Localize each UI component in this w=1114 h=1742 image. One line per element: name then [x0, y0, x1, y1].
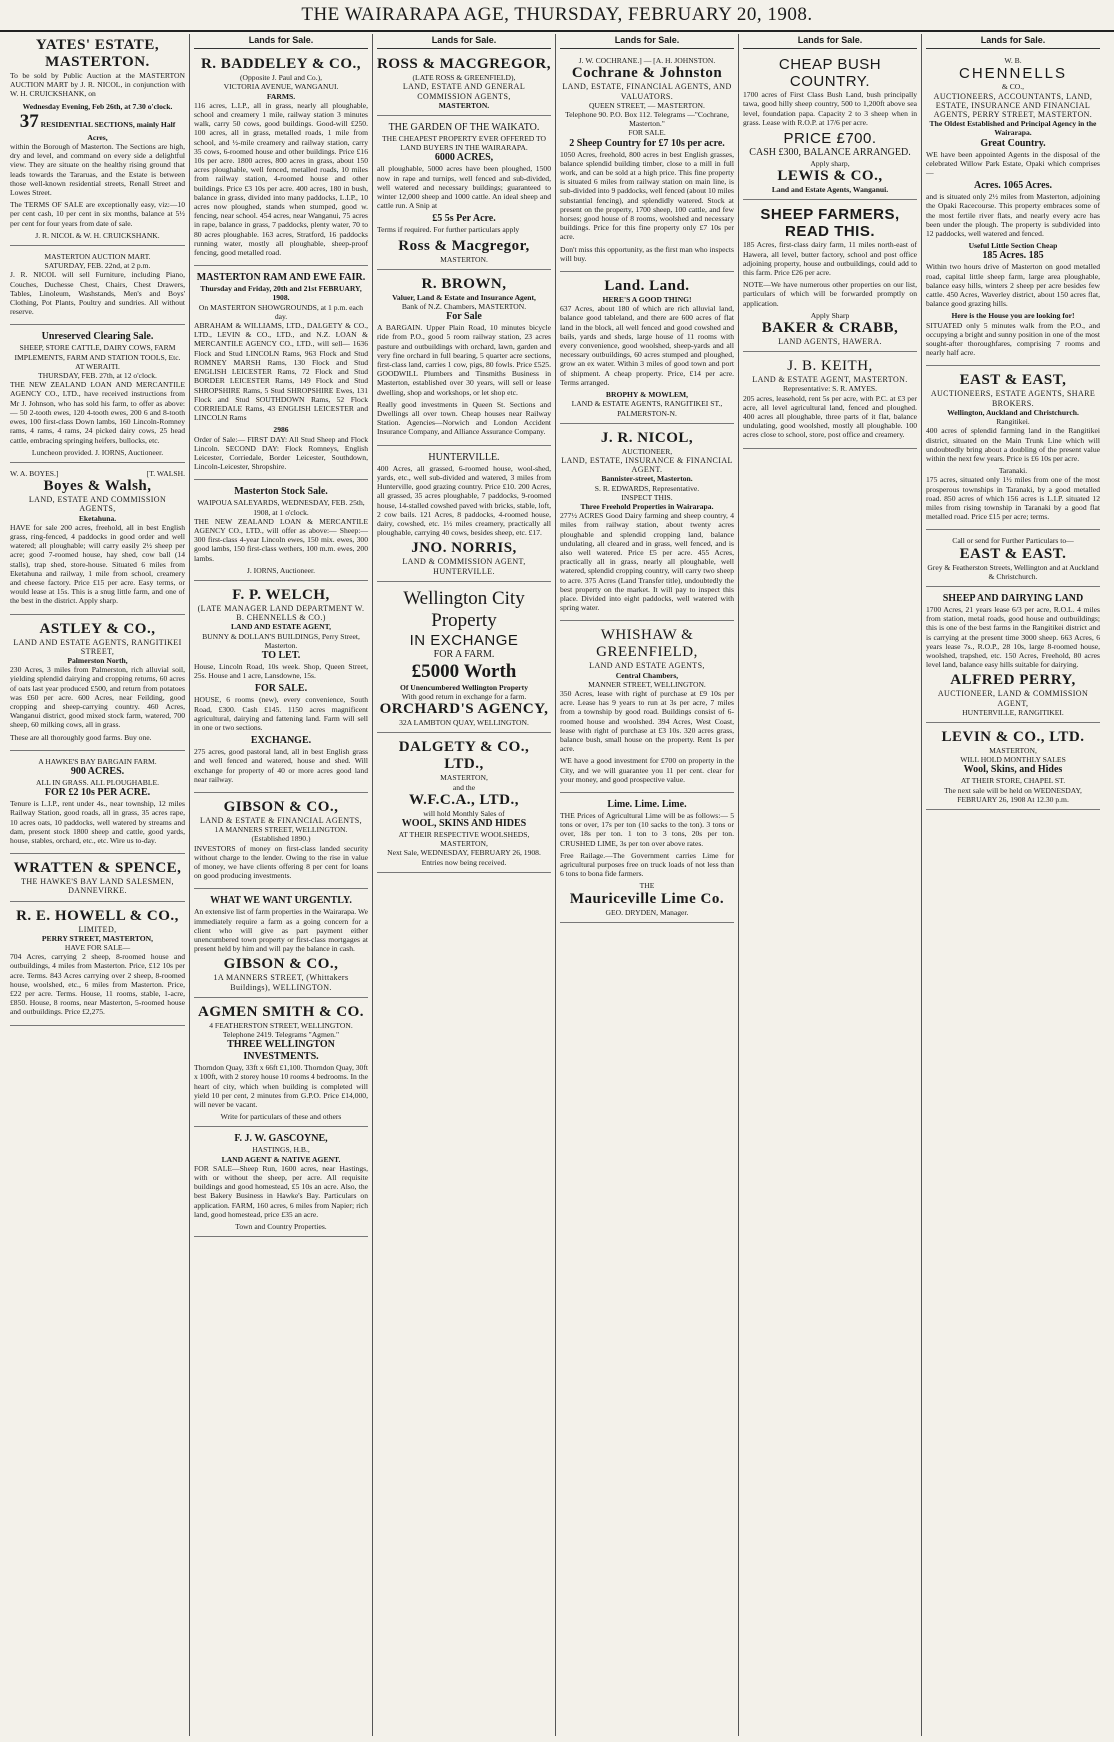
wg-sub: LAND AND ESTATE AGENTS,: [589, 661, 705, 671]
astley-close: These are all thoroughly good farms. Buy one.: [10, 732, 152, 742]
coch-tel: Telephone 90. P.O. Box 112. Telegrams —"Cochrane, Masterton.": [565, 110, 729, 129]
ee2-title: EAST & EAST.: [959, 545, 1067, 562]
bc-title: BAKER & CRABB,: [761, 320, 899, 337]
wbc-co: & CO.,: [1001, 82, 1025, 92]
nicol-sub: LAND, ESTATE, INSURANCE & FINANCIAL AGENT.: [561, 455, 733, 475]
wc-farm: FOR A FARM.: [433, 648, 495, 660]
wbc-title: CHENNELLS: [958, 65, 1068, 83]
norris-title: JNO. NORRIS,: [411, 540, 517, 557]
clearing-title: Unreserved Clearing Sale.: [41, 331, 154, 343]
howell-sub: LIMITED,: [78, 924, 117, 934]
agmen-title: AGMEN SMITH & CO.: [198, 1003, 364, 1020]
wc-sub: Of Unencumbered Wellington Property: [399, 682, 529, 692]
clearing-items: SHEEP, STORE CATTLE, DAIRY COWS, FARM IMPLEMENTS, FARM AND STATION TOOLS, Etc.: [14, 343, 181, 362]
wg-invest: WE have a good investment for £700 on property in the City, and we will guarantee you 11 per cent. clear for your money, and good prospective value.: [560, 756, 734, 784]
mr-title: MASTERTON RAM AND EWE FAIR.: [196, 272, 366, 284]
perry-title: ALFRED PERRY,: [950, 672, 1076, 689]
ad-hawkes-bay: [10, 754, 185, 854]
mr-order: Order of Sale:— FIRST DAY: All Stud Sheep and Flock Lincoln. SECOND DAY: Flock Romneys, English Leicester, Corriedale, Border Leicester, Southdown, Lincoln-Leicester, Shropshire.: [194, 434, 368, 472]
yates-body: within the Borough of Masterton. The Sections are high, dry and level, and command on every side a delightful view. They are situate on the healthy rising ground that leads towards the Tararuas, and the Estate is between those well-known residential streets, Renall Street and Lowes Street.: [10, 142, 185, 198]
agmen-close: Write for particulars of these and others: [220, 1112, 342, 1122]
ad-yates-estate: [10, 34, 185, 246]
brown-sub: Valuer, Land & Estate and Insurance Agent,: [392, 292, 536, 302]
mss-body: THE NEW ZEALAND LOAN & MERCANTILE AGENCY CO., LTD., will offer as above:— Sheep:— 300 first-class 4-year Lincoln ewes, 150 mix. ewes, 300 good lambs, 150 first-class wethers, 100 m.m. ewes, 200 lambs.: [194, 516, 368, 563]
coch-agents: J. W. COCHRANE.] — [A. H. JOHNSTON.: [578, 56, 716, 66]
welch-title: F. P. WELCH,: [232, 586, 330, 603]
nicol-inspect: INSPECT THIS.: [621, 492, 673, 502]
hb-sub: ALL IN GRASS. ALL PLOUGHABLE.: [35, 777, 160, 787]
wc-body: With good return in exchange for a farm.: [401, 691, 527, 701]
sd-title: SHEEP AND DAIRYING LAND: [942, 592, 1084, 604]
welch-let-body: House, Lincoln Road, 10s week. Shop, Queen Street, 25s. House and 1 acre, Lansdowne, 15s.: [194, 661, 368, 681]
brown-close: Really good investments in Queen St. Sections and Dwellings all over town. Cheap houses near Railway Station. Agencies—Norwich and London Accident Insurance Company, and Alliance Assurance Company.: [377, 399, 551, 437]
ee-rang: Rangitikei.: [996, 417, 1030, 427]
land-body: 637 Acres, about 180 of which are rich alluvial land, balance good tableland, and there are 600 acres of flat land in the block, all well fenced and good cowshed and bails, yards and sheds, large house of 11 rooms with every convenience, good woolshed, sheep-yards and all necessary outbuildings, 60 acres stumped and ploughed, grow an ex water. Within 3 miles of good town and port of shipment. A cheap property. Price, £14 per acre. Terms arranged.: [560, 304, 734, 387]
waikato-body: all ploughable, 5000 acres have been ploughed, 1500 now in rape and turnips, well fenced and sub-divided, well watered and necessary buildings; guaranteed to winter 12,000 sheep and 1000 cattle. An ideal sheep and cattle run. A Snip at: [377, 164, 551, 211]
nicol-place: Bannister-street, Masterton.: [601, 474, 693, 484]
howell-hdr: HAVE FOR SALE—: [64, 943, 131, 953]
hunter-title: HUNTERVILLE.: [428, 451, 500, 463]
wc-worth: £5000 Worth: [411, 660, 517, 682]
column-2: [189, 34, 372, 1736]
welch-exch: EXCHANGE.: [250, 735, 312, 747]
wbc-init: W. B.: [1004, 56, 1022, 66]
bc-apply: Apply Sharp: [810, 310, 850, 320]
orch-title: ORCHARD'S AGENCY,: [379, 701, 549, 718]
wc-title: Wellington City Property: [403, 587, 525, 631]
ross-title: ROSS & MACGREGOR,: [377, 56, 551, 73]
sf-body: 185 Acres, first-class dairy farm, 11 miles north-east of Hawera, all level, butter factory, school and post office adjoining property, house and outbuildings, could add to this farm. Price £26 per acre.: [743, 240, 917, 278]
levin-place: MASTERTON,: [989, 745, 1037, 755]
mart-title: MASTERTON AUCTION MART.: [44, 252, 151, 262]
waikato-lead: THE CHEAPEST PROPERTY EVER OFFERED TO LAND BUYERS IN THE WAIRARAPA.: [381, 134, 547, 153]
land-sub: HERE'S A GOOD THING!: [602, 295, 692, 305]
lime-the: THE: [639, 881, 655, 891]
welch-let: TO LET.: [261, 649, 301, 661]
brophy-title: BROPHY & MOWLEM,: [605, 390, 689, 400]
wg-place: Central Chambers,: [615, 670, 679, 680]
levin-title: LEVIN & CO., LTD.: [941, 728, 1085, 745]
wg-title: WHISHAW & GREENFIELD,: [596, 627, 698, 661]
cb-agents: Land and Estate Agents, Wanganui.: [771, 185, 889, 195]
ad-brown: [377, 273, 551, 446]
ad-agmen: [194, 1001, 368, 1128]
mart-body: J. R. NICOL will sell Furniture, including Piano, Couches, Duchesse Chest, Chairs, Chest Drawers, Tables, Linoleum, Washstands, Men's and Boys' Clothing, Pot Plants, Poultry and sundries. All without reserve.: [10, 270, 185, 317]
yates-date: Wednesday Evening, Feb 26th, at 7.30 o'clock.: [22, 101, 173, 111]
gasc-title: F. J. W. GASCOYNE,: [234, 1133, 328, 1145]
yates-sig: J. R. NICOL & W. H. CRUICKSHANK.: [35, 230, 160, 240]
clearing-body: THE NEW ZEALAND LOAN AND MERCANTILE AGENCY CO., LTD., have received instructions from Mr J. Johnson, who has sold his farm, to offer as above:— 50 2-tooth ewes, 120 4-tooth ewes, 200 6 and 8-tooth ewes, 100 first-class Down lambs, 160 Lincoln-Romney rams, 4 rams, 4 rams, 24 picked dairy cows, 25 head cattle, embracing springing heifers, bullocks, etc.: [10, 380, 185, 445]
astley-place: Palmerston North,: [67, 655, 128, 665]
ad-east-east: [926, 369, 1100, 530]
yates-lots: RESIDENTIAL SECTIONS, mainly Half Acres,: [40, 119, 176, 142]
levin-sub: WILL HOLD MONTHLY SALES: [960, 755, 1066, 765]
ad-ram-fair: [194, 269, 368, 480]
column-header: Lands for Sale.: [377, 34, 551, 49]
brown-body: A BARGAIN. Upper Plain Road, 10 minutes bicycle ride from P.O., good 5 room railway station, 23 acres pasture and outbuildings with orchard, lawn, garden and very fine orchard in full bearing, 5 quarter acre sections, first-class land, carries 1 cow, pigs, 80 fowls. Price £525. GOODWILL Plumbers and Tinsmiths Business in Masterton, established over 30 years, will sell or lease dwelling, shop and workshops, or let shop etc.: [377, 323, 551, 397]
gasc-sub: HASTINGS, H.B.,: [252, 1145, 310, 1155]
orch-sub: 32A LAMBTON QUAY, WELLINGTON.: [399, 718, 529, 728]
cb-title: CHEAP BUSH COUNTRY.: [778, 56, 882, 91]
want-body: An extensive list of farm properties in the Wairarapa. We immediately require a farm as a going concern for a client who will give as part payment either unencumbered town property or first-class mortgages at present held by him and will pay the balance in cash.: [194, 907, 368, 954]
waikato-acres: 6000 ACRES,: [434, 152, 494, 164]
mss-title: Masterton Stock Sale.: [234, 486, 328, 498]
ad-keith: [743, 355, 917, 448]
coch-sub: LAND, ESTATE, FINANCIAL AGENTS, AND VALUATORS.: [562, 82, 732, 101]
wratten-title: WRATTEN & SPENCE,: [13, 860, 182, 877]
gibson-sub: LAND & ESTATE & FINANCIAL AGENTS,: [199, 816, 363, 825]
ross2-title: Ross & Macgregor,: [398, 237, 530, 254]
nicol-hdr: Three Freehold Properties in Wairarapa.: [580, 501, 714, 511]
sf-note: NOTE—We have numerous other properties on our list, particulars of which will be forwarded promptly on application.: [743, 280, 917, 308]
levin-store: AT THEIR STORE, CHAPEL ST.: [960, 776, 1066, 786]
bc-sub: LAND AGENTS, HAWERA.: [778, 337, 882, 347]
ee2-call: Call or send for Further Particulars to—: [952, 536, 1074, 546]
ad-chennells: [926, 53, 1100, 366]
wratten-sub: THE HAWKE'S BAY LAND SALESMEN, DANNEVIRKE.: [21, 877, 174, 896]
ross-sub: (LATE ROSS & GREENFIELD),: [412, 73, 516, 83]
ad-stock-sale: [194, 483, 368, 581]
hb-acres: 900 ACRES.: [70, 765, 125, 777]
column-1: [6, 34, 189, 1736]
columns: [6, 34, 1108, 1736]
lime-rail: Free Railage.—The Government carries Lime for agricultural purposes free on truck loads of not less than 6 tons to bona fide farmers.: [560, 850, 734, 879]
wfca-date: Next Sale, WEDNESDAY, FEBRUARY 26, 1908. Entries now being received.: [387, 848, 541, 867]
ad-cochrane: [560, 53, 734, 272]
baddeley-sub: (Opposite J. Paul and Co.),: [239, 73, 323, 83]
welch-role: LAND AND ESTATE AGENT,: [230, 622, 331, 632]
waikato-terms: Terms if required. For further particulars apply: [377, 225, 520, 235]
gibson2-sub: 1A MANNERS STREET, (Whittakers Buildings), WELLINGTON.: [213, 973, 349, 992]
wbc-useful: Useful Little Section Cheap: [968, 241, 1058, 251]
column-header: Lands for Sale.: [926, 34, 1100, 49]
boyes-right: [T. WALSH.: [146, 468, 185, 478]
dalg-and: and the: [452, 782, 476, 792]
ad-welch: [194, 584, 368, 793]
ee-place: Wellington, Auckland and Christchurch.: [947, 407, 1079, 417]
wbc-house: Here is the House you are looking for!: [951, 311, 1075, 321]
ee-body2: 175 acres, situated only 1½ miles from one of the most prosperous townships in Taranaki, by a good metalled road. 850 acres of which 156 acres is L.I.P. situated 12 miles from rising township in Taranaki by a good flat metalled road. Price £15 per acre; terms.: [926, 475, 1100, 522]
ad-sheep-dairy: [926, 590, 1100, 723]
dalg-title: DALGETY & CO., LTD.,: [398, 739, 530, 773]
jbk-title: J. B. KEITH,: [787, 358, 873, 375]
boyes-title: Boyes & Walsh,: [43, 478, 152, 495]
clearing-date: THURSDAY, FEB. 27th, at 12 o'clock.: [38, 371, 157, 381]
column-4: [555, 34, 738, 1736]
coch-close: Don't miss this opportunity, as the first man who inspects will buy.: [560, 244, 734, 263]
boyes-body: HAVE for sale 200 acres, freehold, all in best English grass, ring-fenced, 4 paddocks in good order and well watered; all ploughable; will carry easily 2½ sheep per acre; good 7-roomed house, hay shed, cow ball (14 stalls), trap shed, store-house. Situated 6 miles from Eketahuna and railway, 1 mile from school, creamery and cheese factory. Price £15 per acre. Easy terms, or would lease at 15s. This is a snug little farm, and one of the best in the district. Apply sharp.: [10, 522, 185, 606]
coch-forsale: FOR SALE.: [628, 128, 666, 138]
lime-sig: GEO. DRYDEN, Manager.: [605, 907, 689, 917]
hb-price: FOR £2 10s PER ACRE.: [44, 787, 151, 799]
column-6: [921, 34, 1104, 1736]
ad-land-land: [560, 275, 734, 424]
norris-sub: LAND & COMMISSION AGENT, HUNTERVILLE.: [402, 557, 526, 576]
howell-place: PERRY STREET, MASTERTON,: [41, 933, 154, 943]
wbc-body4: SITUATED only 5 minutes walk from the P.O., and occupying a bright and sunny position in one of the most sought-after thoroughfares, comprising 7 rooms and nearly half acre.: [926, 320, 1100, 358]
ad-ross: [377, 53, 551, 116]
mr-date: Thursday and Friday, 20th and 21st FEBRUARY, 1908.: [200, 284, 362, 303]
ee-body: 400 acres of splendid farming land in the Rangitikei district, situated on the Main Trunk Line which will undoubtedly bring about a doubling of the present value within the next few years. Price is £6 10s per acre.: [926, 426, 1100, 463]
astley-title: ASTLEY & CO.,: [39, 620, 156, 637]
waikato-title: THE GARDEN OF THE WAIKATO.: [388, 122, 540, 134]
coch-place: QUEEN STREET, — MASTERTON.: [589, 100, 705, 110]
ad-howell: [10, 905, 185, 1026]
cb-apply: Apply sharp,: [810, 159, 850, 169]
boyes-place: Eketahuna.: [78, 513, 117, 523]
ad-east-east-2: [926, 533, 1100, 587]
ad-want: [194, 892, 368, 997]
yates-title: YATES' ESTATE, MASTERTON.: [35, 37, 160, 70]
jbk-rep: Representative: S. R. AMYES.: [782, 384, 878, 394]
hb-title: A HAWKE'S BAY BARGAIN FARM.: [38, 756, 157, 766]
wbc-est: The Oldest Established and Principal Agency in the Wairarapa.: [929, 119, 1097, 138]
welch-sub: (LATE MANAGER LAND DEPARTMENT W. B. CHENNELLS & CO.): [197, 603, 365, 623]
waikato-price: £5 5s Per Acre.: [432, 213, 496, 225]
gasc-role: LAND AGENT & NATIVE AGENT.: [221, 1154, 341, 1164]
agmen-sub: 4 FEATHERSTON STREET, WELLINGTON. Telephone 2419. Telegrams "Agmen.": [209, 1020, 353, 1040]
ross-place: MASTERTON.: [438, 100, 490, 110]
column-5: [738, 34, 921, 1736]
hunter-body: 400 Acres, all grassed, 6-roomed house, wool-shed, yards, etc., well sub-divided and watered, 3 miles from Hunterville, good grazing country. Price £10. 200 Acres, all grassed, 35 acres ploughable, 7 paddocks, 9-roomed house, 14-stalled cowshed paved with bricks, stable, loft, 2 cow bails. 121 Acres, 8 paddocks, 4-roomed house, dairy, cowshed, etc. 1½ miles creamery, practically all ploughable, carrying 40 cows, besides sheep, etc. £17.: [377, 463, 551, 538]
clearing-place: AT WERAITI.: [75, 361, 120, 371]
welch-place: BUNNY & DOLLAN'S BUILDINGS, Perry Street, Masterton.: [202, 631, 360, 650]
ross2-place: MASTERTON.: [440, 254, 488, 264]
column-header: Lands for Sale.: [194, 34, 368, 49]
wg-body: 350 Acres, lease with right of purchase at £9 10s per acre. Lease has 9 years to run at 3s per acre, 7 miles from a township by good road. Buildings consist of 6-roomed house and woolshed. 394 Acres, West Coast, lease with right of purchase at £3 10s. 320 acres grass, balance bush, small house on the property. Rent 1s per acre.: [560, 688, 734, 754]
mr-body: ABRAHAM & WILLIAMS, LTD., DALGETY & CO., LTD., LEVIN & CO., LTD., and N.Z. LOAN & MERCANTILE AGENCY CO., LTD., will sell— 1636 Flock and Stud LINCOLN Rams, 963 Flock and Stud ROMNEY MARSH Rams, 130 Flock and Stud ENGLISH LEICESTER Rams, 72 Flock and Stud BORDER LEICESTER Rams, 149 Flock and Stud SHROPSHIRE Rams, 5 Stud SHROPSHIRE Ewes, 131 Flock and Stud SOUTHDOWN Rams, 52 Flock CORRIEDALE Rams, 43 ENGLISH LEICESTER and LINCOLN Rams: [194, 321, 368, 423]
wbc-sub: AUCTIONEERS, ACCOUNTANTS, LAND, ESTATE, INSURANCE AND FINANCIAL AGENTS, PERRY STREET, MASTERTON.: [933, 91, 1093, 120]
agmen-body: Thorndon Quay, 33ft x 66ft £1,100. Thorndon Quay, 30ft x 100ft, with 2 storey house 10 rooms 4 bedrooms. In the heart of city, which when building is completed will yield 10 per cent, 2 minutes from G.P.O. Price £14,000, will never be vacant.: [194, 1063, 369, 1110]
brown-place: Bank of N.Z. Chambers, MASTERTON.: [401, 302, 527, 312]
boyes-sub: LAND, ESTATE AND COMMISSION AGENTS,: [28, 495, 167, 514]
ad-wratten: [10, 857, 185, 901]
coch-title: Cochrane & Johnston: [571, 65, 723, 82]
howell-title: R. E. HOWELL & CO.,: [16, 907, 179, 924]
ad-clearing-sale: [10, 328, 185, 462]
coch-body: 1050 Acres, freehold, 800 acres in best English grasses, balance splendid building timber, close to a mill in full work, and can be sold at a high price. This fine property is situated 6 miles from railway station on main line, is sub-divided into 9 paddocks, well fenced (about 10 miles substantial fencing), and splendidly watered. Stock at present on the property, 1700 sheep, 100 cattle, and few horses; good house of 8 rooms, woolshed and necessary buildings. Price for this fine property only £7 10s per acre.: [560, 149, 734, 242]
brophy-sub: LAND & ESTATE AGENTS, RANGITIKEI ST., PALMERSTON-N.: [571, 399, 723, 418]
ad-auction-mart: [10, 249, 185, 325]
levin-goods: Wool, Skins, and Hides: [963, 764, 1063, 776]
ad-dalgety-wool: [377, 736, 551, 872]
lime-body: THE Prices of Agricultural Lime will be as follows:— 5 tons or over, 17s per ton (10 sacks to the ton). 3 tons or over, 18s per ton. 1 ton to 3 tons, 20s per ton. CRUSHED LIME, 3s per ton over above rates.: [560, 811, 734, 848]
gibson-title: GIBSON & CO.,: [223, 799, 339, 815]
baddeley-title: R. BADDELEY & CO.,: [200, 56, 362, 73]
gibson-place: 1A MANNERS STREET, WELLINGTON.: [214, 825, 348, 835]
sf-title: SHEEP FARMERS, READ THIS.: [760, 206, 900, 241]
nicol-title: J. R. NICOL,: [600, 429, 694, 446]
nicol-role: AUCTIONEER,: [621, 446, 673, 456]
want-title: WHAT WE WANT URGENTLY.: [210, 895, 352, 907]
wbc-body3: Within two hours drive of Masterton on good metalled road, capital little sheep farm, large area ploughable, balance easy hills, winters 2 sheep per acre besides few cattle. 450 Acres, Waverley district, about 150 acres flat, balance good grazing hills.: [926, 262, 1100, 309]
ad-sheep-farmers: [743, 203, 917, 352]
wg-street: MANNER STREET, WELLINGTON.: [588, 679, 706, 689]
cb-cash: CASH £300, BALANCE ARRANGED.: [749, 147, 911, 159]
ee2-sub: Grey & Featherston Streets, Wellington and at Auckland & Christchurch.: [927, 562, 1099, 581]
jbk-sub: LAND & ESTATE AGENT, MASTERTON.: [752, 375, 908, 385]
masthead: THE WAIRARAPA AGE, THURSDAY, FEBRUARY 20, 1908.: [0, 0, 1114, 32]
gasc-body: FOR SALE—Sheep Run, 1600 acres, near Hastings, with or without the sheep, per acre. All requisite buildings and good homestead, £5 10s an acre. Also, the best Bakery Business in Hawke's Bay. Particulars on application. FARM, 160 acres, 6 miles from Napier; rich land, good homestead, price £35 an acre.: [194, 1163, 368, 1219]
ad-gascoyne: [194, 1130, 368, 1237]
wfca-sub: will hold Monthly Sales of: [423, 808, 505, 818]
gibson-body: INVESTORS of money on first-class landed security without charge to the lender. Owing to the rise in value of money, we have clients offering 8 per cent for loans on good producing investments.: [194, 843, 368, 881]
baddeley-body: 116 acres, L.I.P., all in grass, nearly all ploughable, school and creamery 1 mile, railway station 3 minutes walk, carry 50 cows, good buildings. Good-will £250. 100 acres, all in grass, metalled roads, 1 mile from school, and ½-mile creamery and railway station, carry 35 cows, 6-roomed house and other buildings. Price £16 10s per acre. 1800 acres, 800 acres in grass, about 150 acres ploughable, well fenced, metalled roads, 10 miles from railway station, 4-roomed house and other buildings. Price £3 10s per acre. 400 acres, 180 in bush, balance in grass, divided into many paddocks, L.I.P., 10 acres now ploughed, stands when stumped, good w. fencing, near school. 454 acres, near Wanganui, 75 acres in rape, balance in grass, 7 paddocks, plenty water, 70 to 80 acres ploughable. 163 acres, Stratford, 16 paddocks running water, mostly all ploughable, sheep-proof fencing, good metalled road.: [194, 100, 368, 258]
ad-boyes-walsh: [10, 466, 185, 615]
column-3: [372, 34, 555, 1736]
ad-astley: [10, 618, 185, 751]
wbc-acres: Acres. 1065 Acres.: [974, 180, 1052, 192]
wbc-185: 185 Acres. 185: [982, 250, 1044, 262]
ee-title: EAST & EAST,: [959, 372, 1067, 389]
ad-whishaw: [560, 624, 734, 793]
ross-role: LAND, ESTATE AND GENERAL COMMISSION AGENTS,: [402, 82, 526, 101]
astley-body: 230 Acres, 3 miles from Palmerston, rich alluvial soil, yielding splendid dairying and cropping returns, 60 acres of oats last year produced £500, and return from potatoes was £60 per acre. 600 Acres, near Feilding, good cropping and sheep-carrying country. 460 Acres, Wanganui district, good mixed stock farm, watered, 700 sheep, 60 milking cows, all in grass.: [10, 665, 185, 730]
levin-date: The next sale will be held on WEDNESDAY, FEBRUARY 26, 1908 At 12.30 p.m.: [944, 785, 1082, 804]
yates-num: 37: [19, 110, 39, 132]
perry-sub: AUCTIONEER, LAND & COMMISSION AGENT,: [937, 689, 1089, 708]
nicol-rep: S. R. EDWARDS, Representative.: [594, 483, 700, 493]
cb-price: PRICE £700.: [783, 130, 877, 148]
baddeley-place: VICTORIA AVENUE, WANGANUI.: [223, 82, 339, 92]
ad-hunterville: [377, 449, 551, 582]
baddeley-farms: FARMS.: [266, 91, 296, 101]
mr-place: On MASTERTON SHOWGROUNDS, at 1 p.m. each day.: [198, 302, 364, 321]
yates-terms: The TERMS OF SALE are exceptionally easy, viz:—10 per cent cash, 10 per cent in six months, balance at 5½ per cent for four years from date of sale.: [10, 200, 185, 228]
nicol-body: 277½ ACRES Good Dairy farming and sheep country, 4 miles from railway station, about twenty acres ploughable and splendid cropping land, balance undulating, all cleared and in grass, well fenced, and is also well watered. Price £5 per acre. 455 Acres, practically all in grass, nearly all ploughable, well watered, splendid cropping country, will carry two sheep to acre. 375 Acres (Land Transfer title), undoubtedly the best property on the market. It will pay to inspect this place. Divided into eight paddocks, well watered with spring water.: [560, 511, 734, 613]
land-title: Land. Land.: [604, 278, 690, 295]
column-header: Lands for Sale.: [560, 34, 734, 49]
ad-lime: [560, 796, 734, 923]
wc-exch: IN EXCHANGE: [409, 631, 519, 649]
cb-body: 1700 acres of First Class Bush Land, bush principally tawa, good hilly sheep country, 500 to 1,200ft above sea level, foundation papa. Capacity 2 to 3 sheep when in grass. Lease with R.O.P. at 17/6 per acre.: [743, 90, 917, 127]
dalg-place: MASTERTON,: [440, 773, 488, 783]
wbc-good: Great Country.: [980, 137, 1046, 149]
column-header: Lands for Sale.: [743, 34, 917, 49]
wfca-goods: WOOL, SKINS AND HIDES: [401, 817, 527, 829]
ad-gibson: [194, 796, 368, 889]
ad-wellington-city: [377, 585, 551, 734]
welch-sale: FOR SALE.: [254, 683, 308, 695]
wbc-body2: and is situated only 2½ miles from Masterton, adjoining the Opaki Racecourse. This property embraces some of the most fertile river flats, and nearly every acre has been under the plough. The property is subdivided into 12 paddocks, well watered and fenced.: [926, 192, 1100, 239]
mart-date: SATURDAY, FEB. 22nd, at 2 p.m.: [44, 261, 151, 271]
mss-sig: J. IORNS, Auctioneer.: [246, 565, 316, 575]
welch-sale-body: HOUSE, 6 rooms (new), every convenience, South Road, £300. Cash £145. 1150 acres magnificent agricultural, dairying and fattening land. Farm will sell in one or two sections.: [194, 695, 368, 732]
yates-intro: To be sold by Public Auction at the MASTERTON AUCTION MART by J. R. NICOL, in conjunction with W. H. CRUICKSHANK, on: [10, 71, 185, 99]
ad-nicol: [560, 427, 734, 622]
perry-place: HUNTERVILLE, RANGITIKEI.: [962, 707, 1064, 717]
ad-levin: [926, 726, 1100, 810]
gibson-est: (Established 1890.): [251, 834, 311, 844]
agmen-hdr: THREE WELLINGTON INVESTMENTS.: [227, 1039, 335, 1063]
coch-sheep: 2 Sheep Country for £7 10s per acre.: [569, 137, 725, 149]
lime-co: Mauriceville Lime Co.: [569, 890, 725, 907]
cb-lewis: LEWIS & CO.,: [777, 168, 883, 185]
sd-body: 1700 Acres, 21 years lease 6/3 per acre, R.O.L. 4 miles from station, metal roads, good house and outbuildings; this is one of the best farms in the Rangitikei district and is carrying at the present time 3000 sheep. 663 Acres, 6 years lease 7s., R.O.P., 28 10s, large 8-roomed house, woolshed, trapshed, etc. 150 Acres, Freehold, 80 acres level land, balance easy hills suitable for dairying.: [926, 604, 1100, 670]
mr-total: 2986: [273, 425, 289, 435]
lime-title: Lime. Lime. Lime.: [607, 799, 687, 810]
ee-sub: AUCTIONEERS, ESTATE AGENTS, SHARE BROKERS.: [930, 389, 1096, 408]
welch-exch-body: 275 acres, good pastoral land, all in best English grass and well fenced and watered, house and shed. Will exchange for property of 40 or more acres good land near railway.: [194, 747, 368, 784]
ad-cheap-bush: [743, 53, 917, 200]
hb-body: Tenure is L.I.P., rent under 4s., near township, 12 miles Railway Station, good roads, all in grass, 35 acres rape, 10 acres oats, 10 paddocks, well watered by streams and dam, present stock 1800 sheep and cattle, good yards, house, stables, orchard, etc., etc. Wire us to-day.: [10, 799, 185, 845]
gibson2-title: GIBSON & CO.,: [223, 956, 339, 973]
astley-sub: LAND AND ESTATE AGENTS, RANGITIKEI STREET,: [13, 637, 182, 656]
gasc-close: Town and Country Properties.: [235, 1222, 327, 1232]
wfca-place: AT THEIR RESPECTIVE WOOLSHEDS, MASTERTON,: [398, 829, 530, 849]
clearing-sig: Luncheon provided. J. IORNS, Auctioneer.: [31, 447, 164, 457]
brown-forsale: For Sale: [446, 311, 482, 323]
howell-body: 704 Acres, carrying 2 sheep, 8-roomed house and outbuildings, 4 miles from Masterton. Price, £12 10s per acre. Terms. 843 Acres carrying over 2 sheep, 8-roomed house, woolshed, etc., 6 miles from Masterton. Price, £22 per acre. Terms. House, 11 rooms, stable, 1-acre, £850. House, 8 rooms, near Masterton, 5-roomed house and outbuildings. Price £2,275.: [10, 952, 185, 1017]
wfca-title: W.F.C.A., LTD.,: [408, 791, 520, 808]
ad-baddeley: [194, 53, 368, 266]
ee-tara: Taranaki.: [998, 466, 1028, 476]
brown-title: R. BROWN,: [421, 275, 507, 292]
jbk-body: 205 acres, leasehold, rent 5s per acre, with P.C. at £3 per acre, all level agricultural land, fenced and ploughed. 400 acres all ploughable, three parts of it flat, balance undulating, good woolshed, mostly all ploughable. 100 acres close to school, store, post office and creamery.: [743, 393, 917, 440]
boyes-left: W. A. BOYES.]: [10, 468, 59, 478]
mss-sub: WAIPOUA SALEYARDS, WEDNESDAY, FEB. 25th, 1908, at 1 o'clock.: [197, 498, 365, 517]
wbc-body: WE have been appointed Agents in the disposal of the celebrated Willow Park Estate, Opaki which comprises—: [926, 149, 1100, 178]
ad-waikato: [377, 119, 551, 270]
